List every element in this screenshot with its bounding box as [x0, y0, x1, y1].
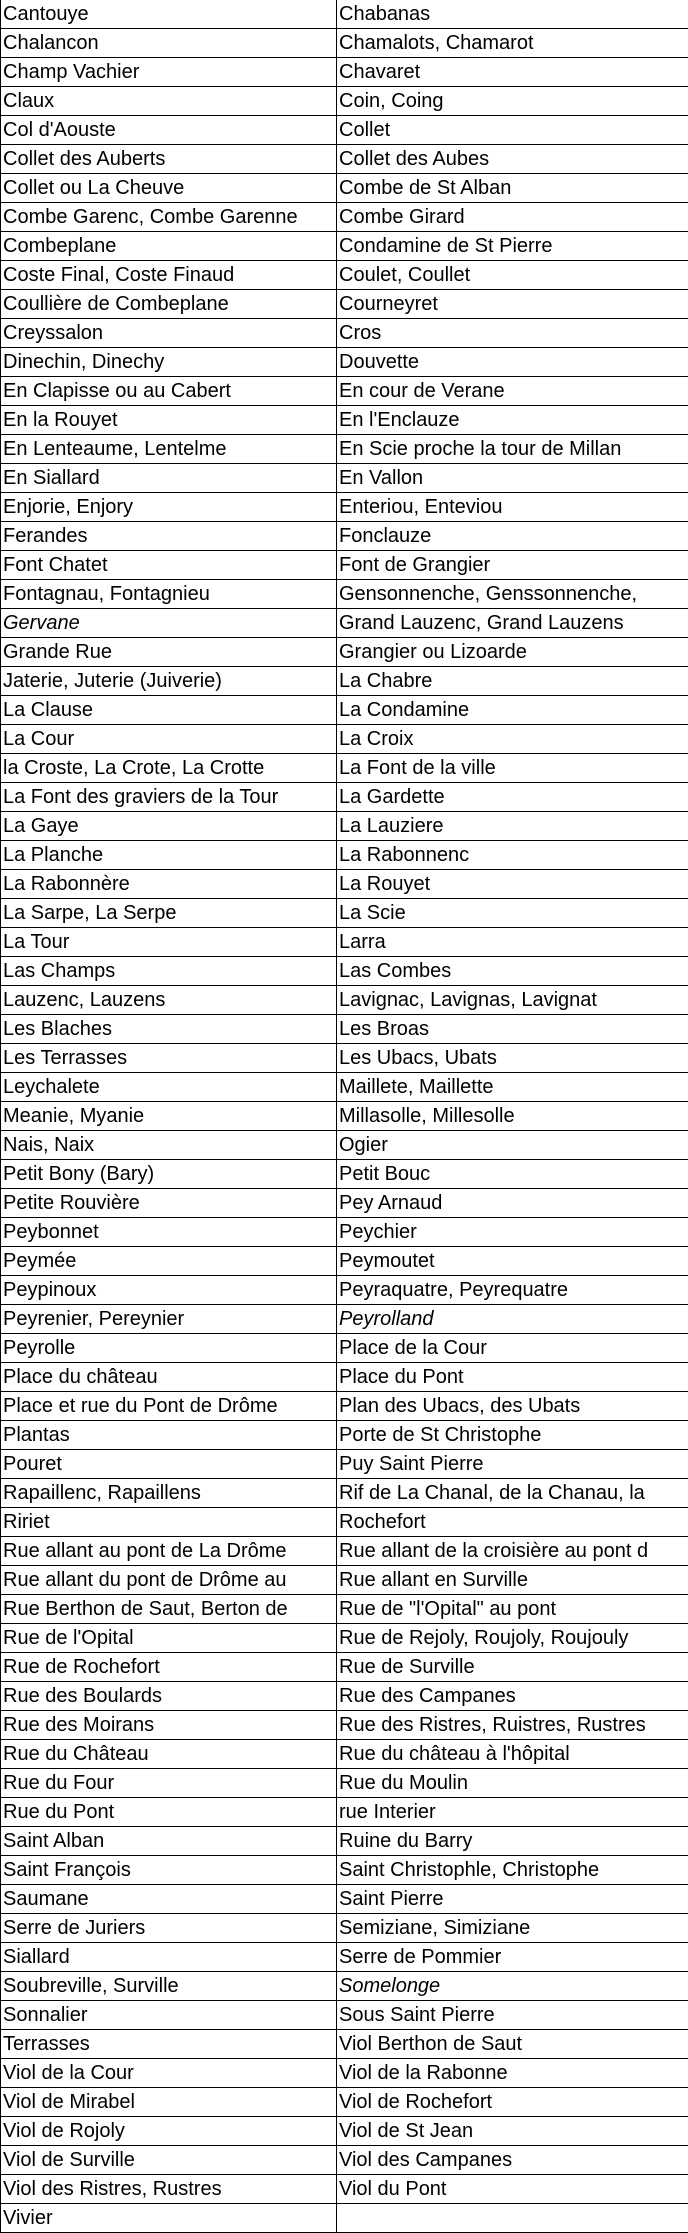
- place-name-cell-right: Ruine du Barry: [337, 1827, 688, 1856]
- table-row: [1, 2175, 688, 2204]
- table-row: [1, 1537, 688, 1566]
- place-name-cell-left: Ferandes: [1, 522, 337, 551]
- place-name-cell-left: Rue Berthon de Saut, Berton de: [1, 1595, 337, 1624]
- table-row: [1, 580, 688, 609]
- place-name-cell-left: Claux: [1, 87, 337, 116]
- place-name-cell-right: Place de la Cour: [337, 1334, 688, 1363]
- table-row: [1, 87, 688, 116]
- place-name-cell-right: La Chabre: [337, 667, 688, 696]
- place-name-cell-left: Col d'Aouste: [1, 116, 337, 145]
- place-name-cell-right: Viol du Pont: [337, 2175, 688, 2204]
- place-name-cell-left: Ririet: [1, 1508, 337, 1537]
- place-name-cell-left: Coste Final, Coste Finaud: [1, 261, 337, 290]
- table-row: [1, 377, 688, 406]
- table-row: [1, 2059, 688, 2088]
- place-name-cell-right: Grangier ou Lizoarde: [337, 638, 688, 667]
- table-row: [1, 1827, 688, 1856]
- table-row: [1, 1015, 688, 1044]
- place-name-cell-left: Dinechin, Dinechy: [1, 348, 337, 377]
- table-row: [1, 2146, 688, 2175]
- table-row: [1, 609, 688, 638]
- table-row: [1, 1885, 688, 1914]
- place-name-cell-left: Pouret: [1, 1450, 337, 1479]
- place-name-cell-left: la Croste, La Crote, La Crotte: [1, 754, 337, 783]
- table-row: [1, 1305, 688, 1334]
- place-name-cell-right: La Rouyet: [337, 870, 688, 899]
- place-name-cell-right: Viol de St Jean: [337, 2117, 688, 2146]
- table-row: [1, 870, 688, 899]
- place-name-cell-right: Rue allant en Surville: [337, 1566, 688, 1595]
- place-name-cell-left: Petite Rouvière: [1, 1189, 337, 1218]
- place-name-cell-right: Saint Pierre: [337, 1885, 688, 1914]
- table-row: [1, 261, 688, 290]
- place-name-cell-left: Place du château: [1, 1363, 337, 1392]
- place-name-cell-right: Serre de Pommier: [337, 1943, 688, 1972]
- place-name-cell-left: Peybonnet: [1, 1218, 337, 1247]
- place-name-cell-right: Combe de St Alban: [337, 174, 688, 203]
- place-name-cell-left: Las Champs: [1, 957, 337, 986]
- table-row: [1, 1769, 688, 1798]
- place-name-cell-left: Leychalete: [1, 1073, 337, 1102]
- place-name-cell-right: La Gardette: [337, 783, 688, 812]
- place-name-cell-right: Place du Pont: [337, 1363, 688, 1392]
- table-row: [1, 1479, 688, 1508]
- place-name-cell-left: Collet ou La Cheuve: [1, 174, 337, 203]
- place-name-cell-left: Lauzenc, Lauzens: [1, 986, 337, 1015]
- place-name-cell-left: Fontagnau, Fontagnieu: [1, 580, 337, 609]
- table-row: [1, 1711, 688, 1740]
- place-name-cell-left: En Lenteaume, Lentelme: [1, 435, 337, 464]
- table-row: [1, 1044, 688, 1073]
- place-name-cell-left: Grande Rue: [1, 638, 337, 667]
- place-name-cell-right: Chabanas: [337, 0, 688, 29]
- place-name-cell-right: Chavaret: [337, 58, 688, 87]
- place-name-cell-right: Chamalots, Chamarot: [337, 29, 688, 58]
- table-row: [1, 522, 688, 551]
- table-row: [1, 1189, 688, 1218]
- place-name-cell-right: Condamine de St Pierre: [337, 232, 688, 261]
- place-name-cell-left: Rue des Boulards: [1, 1682, 337, 1711]
- table-row: [1, 2117, 688, 2146]
- place-name-cell-right: Les Ubacs, Ubats: [337, 1044, 688, 1073]
- table-row: [1, 1914, 688, 1943]
- place-name-cell-left: En Siallard: [1, 464, 337, 493]
- place-name-cell-right: Las Combes: [337, 957, 688, 986]
- place-name-cell-right: La Condamine: [337, 696, 688, 725]
- table-row: [1, 2030, 688, 2059]
- table-row: [1, 0, 688, 29]
- place-name-cell-left: La Planche: [1, 841, 337, 870]
- place-name-cell-left: La Cour: [1, 725, 337, 754]
- place-name-cell-right: Collet: [337, 116, 688, 145]
- table-row: [1, 1624, 688, 1653]
- place-name-cell-right: Plan des Ubacs, des Ubats: [337, 1392, 688, 1421]
- place-name-cell-right: Peyrolland: [337, 1305, 688, 1334]
- table-row: [1, 290, 688, 319]
- table-row: [1, 1798, 688, 1827]
- place-name-cell-right: Pey Arnaud: [337, 1189, 688, 1218]
- place-name-cell-right: [337, 2204, 688, 2233]
- place-name-cell-right: Rue allant de la croisière au pont d: [337, 1537, 688, 1566]
- table-row: [1, 1856, 688, 1885]
- place-name-cell-left: Saint Alban: [1, 1827, 337, 1856]
- table-row: [1, 551, 688, 580]
- table-row: [1, 812, 688, 841]
- place-name-cell-left: Terrasses: [1, 2030, 337, 2059]
- place-name-cell-right: Rue des Campanes: [337, 1682, 688, 1711]
- place-name-cell-left: Saumane: [1, 1885, 337, 1914]
- place-name-cell-left: Rue des Moirans: [1, 1711, 337, 1740]
- place-name-cell-right: La Scie: [337, 899, 688, 928]
- place-name-cell-right: Rue des Ristres, Ruistres, Rustres: [337, 1711, 688, 1740]
- place-name-cell-right: Rochefort: [337, 1508, 688, 1537]
- place-name-cell-left: La Clause: [1, 696, 337, 725]
- place-name-cell-right: Rue de Surville: [337, 1653, 688, 1682]
- place-name-cell-right: En l'Enclauze: [337, 406, 688, 435]
- place-name-cell-right: Viol de la Rabonne: [337, 2059, 688, 2088]
- place-name-cell-left: Rapaillenc, Rapaillens: [1, 1479, 337, 1508]
- place-name-cell-right: Lavignac, Lavignas, Lavignat: [337, 986, 688, 1015]
- place-name-cell-left: Rue du Château: [1, 1740, 337, 1769]
- place-name-cell-right: Rif de La Chanal, de la Chanau, la: [337, 1479, 688, 1508]
- table-row: [1, 2204, 688, 2233]
- place-name-cell-right: Coulet, Coullet: [337, 261, 688, 290]
- place-name-cell-right: Viol de Rochefort: [337, 2088, 688, 2117]
- table-row: [1, 841, 688, 870]
- table-row: [1, 1740, 688, 1769]
- place-name-cell-left: Saint François: [1, 1856, 337, 1885]
- place-name-cell-left: Plantas: [1, 1421, 337, 1450]
- place-name-cell-left: En Clapisse ou au Cabert: [1, 377, 337, 406]
- table-row: [1, 1653, 688, 1682]
- place-name-cell-right: Douvette: [337, 348, 688, 377]
- table-row: [1, 232, 688, 261]
- place-name-cell-right: Rue de "l'Opital" au pont: [337, 1595, 688, 1624]
- place-name-cell-right: Enteriou, Enteviou: [337, 493, 688, 522]
- place-name-cell-left: Soubreville, Surville: [1, 1972, 337, 2001]
- place-name-cell-right: Semiziane, Simiziane: [337, 1914, 688, 1943]
- place-name-cell-left: Nais, Naix: [1, 1131, 337, 1160]
- place-name-cell-left: Viol de Surville: [1, 2146, 337, 2175]
- table-row: [1, 928, 688, 957]
- place-name-cell-right: En cour de Verane: [337, 377, 688, 406]
- table-row: [1, 1334, 688, 1363]
- place-name-cell-left: Petit Bony (Bary): [1, 1160, 337, 1189]
- place-name-cell-left: La Rabonnère: [1, 870, 337, 899]
- table-row: [1, 725, 688, 754]
- place-name-cell-right: Viol des Campanes: [337, 2146, 688, 2175]
- place-name-cell-left: Les Blaches: [1, 1015, 337, 1044]
- table-row: [1, 899, 688, 928]
- place-name-cell-left: Combeplane: [1, 232, 337, 261]
- place-name-cell-right: Fonclauze: [337, 522, 688, 551]
- place-name-cell-right: Combe Girard: [337, 203, 688, 232]
- place-name-cell-right: Rue de Rejoly, Roujoly, Roujouly: [337, 1624, 688, 1653]
- table-row: [1, 1972, 688, 2001]
- place-name-cell-right: Saint Christophle, Christophe: [337, 1856, 688, 1885]
- table-row: [1, 319, 688, 348]
- table-row: [1, 1508, 688, 1537]
- place-name-cell-left: Vivier: [1, 2204, 337, 2233]
- place-name-cell-left: Rue de Rochefort: [1, 1653, 337, 1682]
- table-row: [1, 1595, 688, 1624]
- place-name-cell-left: Cantouye: [1, 0, 337, 29]
- place-name-cell-left: Champ Vachier: [1, 58, 337, 87]
- table-row: [1, 1392, 688, 1421]
- place-name-cell-right: Cros: [337, 319, 688, 348]
- place-name-cell-left: Meanie, Myanie: [1, 1102, 337, 1131]
- place-name-cell-right: Ogier: [337, 1131, 688, 1160]
- table-row: [1, 783, 688, 812]
- place-name-cell-right: La Rabonnenc: [337, 841, 688, 870]
- table-row: [1, 493, 688, 522]
- table-row: [1, 1421, 688, 1450]
- place-name-cell-left: Peyrenier, Pereynier: [1, 1305, 337, 1334]
- place-name-cell-right: Les Broas: [337, 1015, 688, 1044]
- place-name-cell-left: Rue du Four: [1, 1769, 337, 1798]
- table-row: [1, 174, 688, 203]
- place-name-cell-left: Collet des Auberts: [1, 145, 337, 174]
- place-name-cell-right: Petit Bouc: [337, 1160, 688, 1189]
- place-name-cell-left: La Gaye: [1, 812, 337, 841]
- place-name-cell-right: Coin, Coing: [337, 87, 688, 116]
- table-row: [1, 667, 688, 696]
- place-name-cell-right: En Vallon: [337, 464, 688, 493]
- table-row: [1, 1247, 688, 1276]
- place-name-cell-left: Siallard: [1, 1943, 337, 1972]
- table-row: [1, 1102, 688, 1131]
- place-name-cell-left: Jaterie, Juterie (Juiverie): [1, 667, 337, 696]
- place-name-cell-right: La Croix: [337, 725, 688, 754]
- place-name-cell-left: La Sarpe, La Serpe: [1, 899, 337, 928]
- place-name-cell-right: Peyraquatre, Peyrequatre: [337, 1276, 688, 1305]
- table-row: [1, 1943, 688, 1972]
- place-name-cell-left: Peymée: [1, 1247, 337, 1276]
- table-row: [1, 1682, 688, 1711]
- place-name-cell-left: En la Rouyet: [1, 406, 337, 435]
- table-row: [1, 638, 688, 667]
- table-row: [1, 1276, 688, 1305]
- table-row: [1, 2088, 688, 2117]
- place-name-cell-right: Peymoutet: [337, 1247, 688, 1276]
- place-name-cell-left: Gervane: [1, 609, 337, 638]
- place-name-cell-right: Rue du château à l'hôpital: [337, 1740, 688, 1769]
- table-row: [1, 754, 688, 783]
- table-row: [1, 1073, 688, 1102]
- table-row: [1, 957, 688, 986]
- place-name-cell-right: Sous Saint Pierre: [337, 2001, 688, 2030]
- table-row: [1, 1160, 688, 1189]
- table-row: [1, 145, 688, 174]
- table-row: [1, 58, 688, 87]
- table-row: [1, 406, 688, 435]
- table-row: [1, 1218, 688, 1247]
- place-name-cell-left: Peyrolle: [1, 1334, 337, 1363]
- place-name-cell-left: Place et rue du Pont de Drôme: [1, 1392, 337, 1421]
- table-row: [1, 1450, 688, 1479]
- place-names-table-body: [1, 0, 688, 2233]
- place-name-cell-right: Maillete, Maillette: [337, 1073, 688, 1102]
- place-name-cell-right: En Scie proche la tour de Millan: [337, 435, 688, 464]
- place-name-cell-right: rue Interier: [337, 1798, 688, 1827]
- table-row: [1, 1131, 688, 1160]
- place-name-cell-right: Courneyret: [337, 290, 688, 319]
- place-name-cell-right: Porte de St Christophe: [337, 1421, 688, 1450]
- table-row: [1, 203, 688, 232]
- table-row: [1, 435, 688, 464]
- place-name-cell-left: Rue allant du pont de Drôme au: [1, 1566, 337, 1595]
- place-name-cell-right: Somelonge: [337, 1972, 688, 2001]
- table-row: [1, 1363, 688, 1392]
- place-name-cell-right: Peychier: [337, 1218, 688, 1247]
- place-name-cell-right: Larra: [337, 928, 688, 957]
- table-row: [1, 348, 688, 377]
- table-row: [1, 2001, 688, 2030]
- place-name-cell-right: Collet des Aubes: [337, 145, 688, 174]
- place-name-cell-right: Gensonnenche, Genssonnenche,: [337, 580, 688, 609]
- place-name-cell-left: Viol de Mirabel: [1, 2088, 337, 2117]
- place-name-cell-left: La Font des graviers de la Tour: [1, 783, 337, 812]
- place-name-cell-left: Rue de l'Opital: [1, 1624, 337, 1653]
- place-name-cell-left: Les Terrasses: [1, 1044, 337, 1073]
- place-name-cell-left: Sonnalier: [1, 2001, 337, 2030]
- place-name-cell-right: La Lauziere: [337, 812, 688, 841]
- table-row: [1, 116, 688, 145]
- table-row: [1, 986, 688, 1015]
- place-name-cell-right: Viol Berthon de Saut: [337, 2030, 688, 2059]
- table-row: [1, 29, 688, 58]
- table-row: [1, 1566, 688, 1595]
- place-name-cell-left: La Tour: [1, 928, 337, 957]
- place-name-cell-left: Viol de la Cour: [1, 2059, 337, 2088]
- place-name-cell-left: Serre de Juriers: [1, 1914, 337, 1943]
- place-name-cell-left: Chalancon: [1, 29, 337, 58]
- place-name-cell-left: Combe Garenc, Combe Garenne: [1, 203, 337, 232]
- table-row: [1, 464, 688, 493]
- place-name-cell-left: Viol des Ristres, Rustres: [1, 2175, 337, 2204]
- place-name-cell-right: Puy Saint Pierre: [337, 1450, 688, 1479]
- place-name-cell-right: Grand Lauzenc, Grand Lauzens: [337, 609, 688, 638]
- place-name-cell-left: Creyssalon: [1, 319, 337, 348]
- place-name-cell-left: Enjorie, Enjory: [1, 493, 337, 522]
- place-name-cell-left: Rue du Pont: [1, 1798, 337, 1827]
- table-row: [1, 696, 688, 725]
- place-name-cell-right: La Font de la ville: [337, 754, 688, 783]
- place-name-cell-right: Font de Grangier: [337, 551, 688, 580]
- place-name-cell-right: Millasolle, Millesolle: [337, 1102, 688, 1131]
- place-name-cell-left: Font Chatet: [1, 551, 337, 580]
- place-name-cell-left: Peypinoux: [1, 1276, 337, 1305]
- place-name-cell-left: Coullière de Combeplane: [1, 290, 337, 319]
- place-name-cell-left: Rue allant au pont de La Drôme: [1, 1537, 337, 1566]
- place-name-cell-right: Rue du Moulin: [337, 1769, 688, 1798]
- place-name-cell-left: Viol de Rojoly: [1, 2117, 337, 2146]
